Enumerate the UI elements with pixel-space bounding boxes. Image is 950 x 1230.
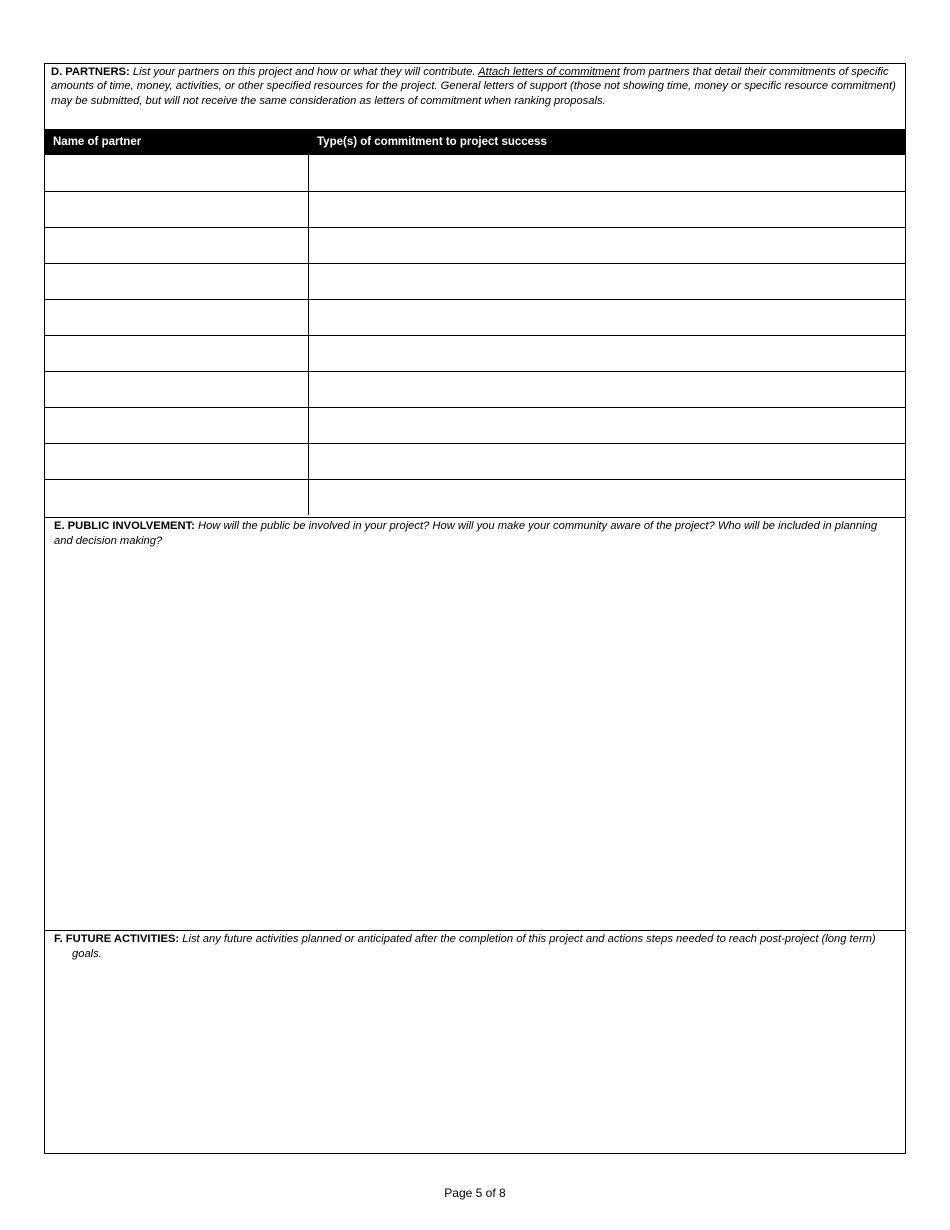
- column-header-commitment-type: Type(s) of commitment to project success: [317, 136, 547, 148]
- commitment-type-cell[interactable]: [309, 408, 905, 443]
- partner-name-cell[interactable]: [45, 480, 309, 515]
- section-d-partners: [45, 64, 905, 129]
- table-row: [45, 371, 905, 407]
- partner-name-cell[interactable]: [45, 336, 309, 371]
- partner-name-cell[interactable]: [45, 300, 309, 335]
- column-header-partner-name: Name of partner: [53, 136, 142, 148]
- table-row: [45, 263, 905, 299]
- table-row: [45, 407, 905, 443]
- partner-name-cell[interactable]: [45, 192, 309, 227]
- commitment-type-cell[interactable]: [309, 480, 905, 515]
- section-e-public-involvement[interactable]: [45, 517, 905, 930]
- partner-name-cell[interactable]: [45, 264, 309, 299]
- commitment-type-cell[interactable]: [309, 228, 905, 263]
- section-f-future-activities[interactable]: [45, 930, 905, 1153]
- page-number: Page 5 of 8: [444, 1186, 506, 1200]
- partner-name-cell[interactable]: [45, 228, 309, 263]
- commitment-type-cell[interactable]: [309, 155, 905, 191]
- partners-table-body: [45, 155, 905, 515]
- commitment-type-cell[interactable]: [309, 264, 905, 299]
- section-e-label: E. PUBLIC INVOLVEMENT:: [54, 520, 195, 532]
- table-row: [45, 335, 905, 371]
- table-row: [45, 191, 905, 227]
- table-row: [45, 155, 905, 191]
- section-f-description: List any future activities planned or anticipated after the completion of this project and actions steps needed to reach post-project (long term) goals.: [72, 933, 876, 960]
- commitment-type-cell[interactable]: [309, 444, 905, 479]
- partner-name-cell[interactable]: [45, 155, 309, 191]
- commitment-type-cell[interactable]: [309, 300, 905, 335]
- attach-letters-note: Attach letters of commitment: [478, 66, 620, 78]
- partner-name-cell[interactable]: [45, 444, 309, 479]
- partner-name-cell[interactable]: [45, 372, 309, 407]
- partner-name-cell[interactable]: [45, 408, 309, 443]
- application-form-page: [44, 63, 906, 1154]
- section-d-label: D. PARTNERS:: [51, 66, 130, 78]
- table-row: [45, 299, 905, 335]
- commitment-type-cell[interactable]: [309, 372, 905, 407]
- section-e-description: How will the public be involved in your project? How will you make your community aware of the project? Who will be included in planning and decision making?: [54, 520, 878, 547]
- table-row: [45, 479, 905, 515]
- section-d-desc-part2: from partners that detail their commitments of specific amounts of time, money, activities, or other specified resources for the project. General letters of support (those not showing time, money or specific resource commitment) may be submitted, but will not receive the same consideration as letters of commitment when ranking proposals.: [51, 66, 896, 107]
- table-row: [45, 443, 905, 479]
- section-f-label: F. FUTURE ACTIVITIES:: [54, 933, 180, 945]
- section-d-desc-part1: List your partners on this project and how or what they will contribute.: [129, 66, 479, 78]
- commitment-type-cell[interactable]: [309, 336, 905, 371]
- table-row: [45, 227, 905, 263]
- partners-table-header: [45, 129, 905, 155]
- commitment-type-cell[interactable]: [309, 192, 905, 227]
- section-d-description: [51, 66, 896, 107]
- partners-table: [45, 129, 905, 517]
